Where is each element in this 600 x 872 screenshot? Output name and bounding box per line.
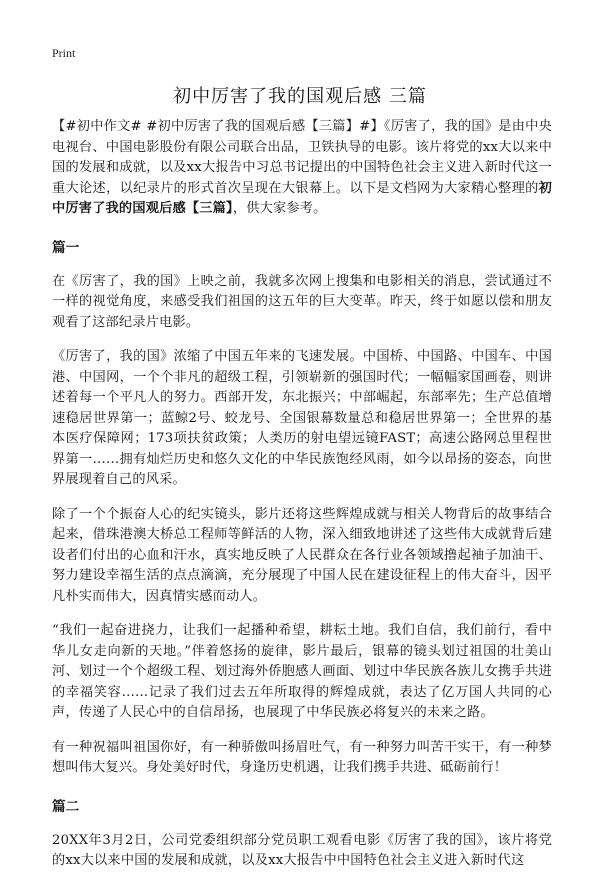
intro-bold-title: 初中厉害了我的国观后感【三篇】 [52,180,552,216]
section-heading-1: 篇一 [52,239,80,256]
paragraph: 除了一个个振奋人心的纪实镜头，影片还将这些辉煌成就与相关人物背后的故事结合起来，借珠港澳大桥总工程师等鲜活的人物，深入细致地讲述了这些伟大成就背后建设者们付出的心血和汗水，真实地反映了人民群众在各行业各领域撸起袖子加油干、努力建设幸福生活的点点滴滴，充分展现了中国人民在建设征程上的伟大奋斗，因平凡朴实而伟大，因真情实感而动人。 [52,506,552,604]
intro-text: 【#初中作文# #初中厉害了我的国观后感【三篇】#】《厉害了，我的国》是由中央电视台、中国电影股份有限公司联合出品，卫铁执导的电影。该片将党的xx大以来中国的发展和成就，以及xx大报告中习总书记提出的中国特色社会主义进入新时代这一重大论述，以纪录片的形式首次呈现在大银幕上。以下是文档网为大家精心整理的 [52,119,552,196]
intro-text-end: ，供大家参考。 [232,201,327,216]
paragraph: 《厉害了，我的国》浓缩了中国五年来的飞速发展。中国桥、中国路、中国车、中国港、中国网，一个个非凡的超级工程，引领崭新的强国时代；一幅幅家国画卷，则讲述着每一个平凡人的努力。西部开发，东北振兴；中部崛起，东部率先；生产总值增速稳居世界第一；蓝鲸2号、蛟龙号、全国银幕数量总和稳居世界第一；全世界的基本医疗保障网；173项扶贫政策；人类历的射电望远镜FAST；高速公路网总里程世界第一……拥有灿烂历史和悠久文化的中华民族饱经风雨，如今以昂扬的姿态，向世界展现着自己的风采。 [52,349,552,487]
intro-paragraph [52,117,552,220]
paragraph: 有一种祝福叫祖国你好，有一种骄傲叫扬眉吐气，有一种努力叫苦干实干，有一种梦想叫伟大复兴。身处美好时代，身逢历史机遇，让我们携手共进、砥砺前行！ [52,739,552,775]
page-title: 初中厉害了我的国观后感 三篇 [173,86,427,107]
section-heading-2: 篇二 [52,798,80,815]
paragraph: “我们一起奋进挠力，让我们一起播种希望，耕耘土地。我们自信，我们前行，看中华儿女走向新的天地。”伴着悠扬的旋律，影片最后，银幕的镜头划过祖国的壮美山河、划过一个个超级工程、划过海外侨胞感人画面、划过中华民族各族儿女携手共进的幸福笑容……记录了我们过去五年所取得的辉煌成就，表达了亿万国人共同的心声，传递了人民心中的自信昂扬，也展现了中华民族必将复兴的未来之路。 [52,623,552,720]
paragraph: 20XX年3月2日，公司党委组织部分党员职工观看电影《厉害了我的国》，该片将党的xx大以来中国的发展和成就，以及xx大报告中中国特色社会主义进入新时代这 [52,832,552,868]
document-body [52,117,552,872]
print-label: Print [52,46,76,60]
paragraph: 在《厉害了，我的国》上映之前，我就多次网上搜集和电影相关的消息，尝试通过不一样的视觉角度，来感受我们祖国的这五年的巨大变革。昨天，终于如愿以偿和朋友观看了这部纪录片电影。 [52,273,552,330]
